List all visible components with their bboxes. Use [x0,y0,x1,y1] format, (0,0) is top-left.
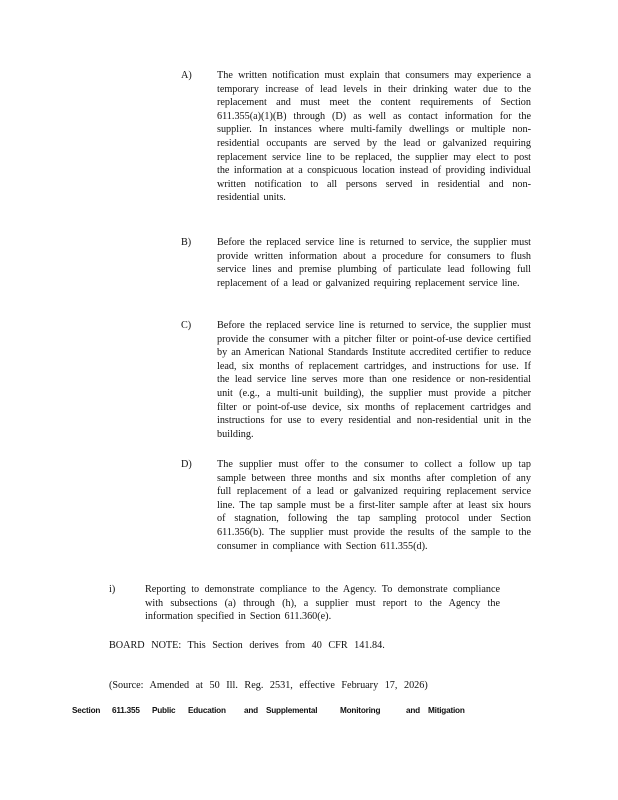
section-number: 611.355 [112,706,140,715]
source-note: (Source: Amended at 50 Ill. Reg. 2531, effective February 17, 2026) [109,680,428,691]
item-a-label: A) [181,70,192,81]
heading-word-5: Monitoring [340,706,381,715]
item-b-label: B) [181,237,192,248]
heading-word-7: Mitigation [428,706,465,715]
item-c-text: Before the replaced service line is returned to service, the supplier must provide the consumer with a pitcher filter or point-of-use device certified by an American National Standards Institute accredited certifier to reduce lead, six months of replacement cartridges, and instructions for use. If the lead service line serves more than one residence or non-residential unit (e.g., a multi-unit building), the supplier must provide a pitcher filter or point-of-use device, six months of replacement cartridges and instructions for use to every residential and non-residential unit in the building. [217,320,531,440]
heading-word-2: Education [188,706,226,715]
heading-word-4: Supplemental [266,706,318,715]
item-d-label: D) [181,459,192,470]
subsection-i-text: Reporting to demonstrate compliance to the Agency. To demonstrate compliance with subsections (a) through (h), a supplier must report to the Agency the information specified in Section 611.360(e). [145,584,500,623]
heading-word-3: and [244,706,258,715]
board-note: BOARD NOTE: This Section derives from 40 CFR 141.84. [109,640,385,651]
item-c-label: C) [181,320,192,331]
heading-word-1: Public [152,706,176,715]
item-d-text: The supplier must offer to the consumer to collect a follow up tap sample between three months and six months after completion of any full replacement of a lead or galvanized requiring replacement service line. The tap sample must be a first-liter sample after at least six hours of stagnation, following the tap sampling protocol under Section 611.356(b). The supplier must provide the results of the sample to the consumer in compliance with Section 611.355(d). [217,459,531,552]
subsection-i-label: i) [109,584,116,595]
heading-word-6: and [406,706,420,715]
item-a-text: The written notification must explain that consumers may experience a temporary increase of lead levels in their drinking water due to the replacement and must meet the content requirements of Section 611.355(a)(1)(B) through (D) as well as contact information for the supplier. In instances where multi-family dwellings or multiple non-residential occupants are served by the lead or galvanized requiring replacement service line to be replaced, the supplier may elect to post the information at a conspicuous location instead of providing individual written notification to all persons served in residential and non-residential units. [217,70,531,204]
item-b-text: Before the replaced service line is returned to service, the supplier must provide written information about a procedure for consumers to flush service lines and premise plumbing of particulate lead following full replacement of a lead or galvanized requiring replacement service line. [217,237,531,289]
section-word: Section [72,706,101,715]
